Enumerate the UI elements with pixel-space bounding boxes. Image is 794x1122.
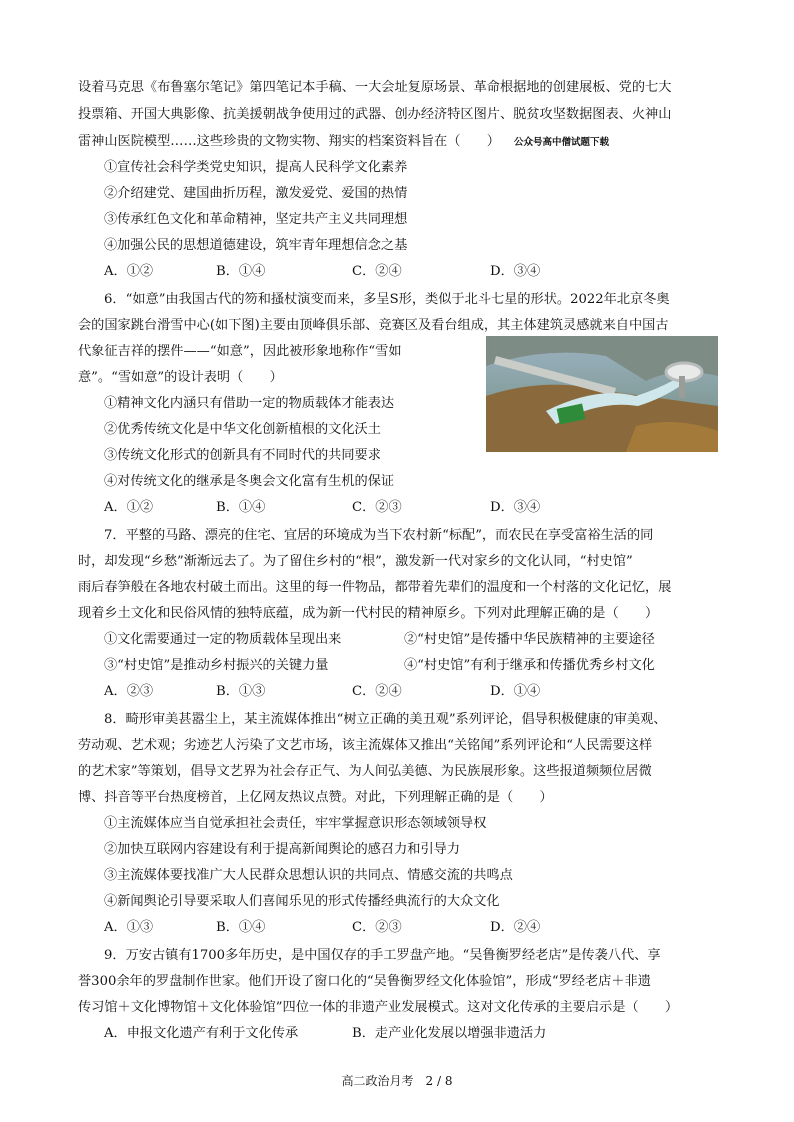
q6-line-2: 会的国家跳台滑雪中心(如下图)主要由顶峰俱乐部、竞赛区及看台组成，其主体建筑灵感就来自中国古	[78, 318, 669, 333]
q9-line-3: 传习馆＋文化博物馆＋文化体验馆”四位一体的非遗产业发展模式。这对文化传承的主要启示是（ ）	[78, 1000, 679, 1015]
q6-item-4: ④对传统文化的继承是冬奥会文化富有生机的保证	[104, 474, 395, 489]
q9-option-b: B．走产业化发展以增强非遗活力	[352, 1026, 547, 1041]
ski-jump-aerial-photo	[486, 336, 718, 452]
q8-line-1: 8．畸形审美甚嚣尘上，某主流媒体推出“树立正确的美丑观”系列评论，倡导积极健康的审美观、	[104, 712, 667, 727]
q5-item-4: ④加强公民的思想道德建设，筑牢青年理想信念之基	[104, 238, 408, 253]
q6-line-4: 意”。“雪如意”的设计表明（ ）	[78, 370, 283, 385]
q8-line-4: 博、抖音等平台热度榜首，上亿网友热议点赞。对此，下列理解正确的是（ ）	[78, 790, 553, 805]
q5-option-c: C．②④	[352, 264, 402, 279]
q6-option-a: A．①②	[104, 500, 154, 515]
q6-line-1: 6．“如意”由我国古代的笏和搔杖演变而来，多呈S形，类似于北斗七星的形状。2022年北京冬奥	[104, 292, 670, 307]
q5-line-3-text: 雷神山医院模型……这些珍贵的文物实物、翔实的档案资料旨在（ ）	[78, 134, 500, 149]
q8-item-4: ④新闻舆论引导要采取人们喜闻乐见的形式传播经典流行的大众文化	[104, 894, 500, 909]
q8-line-2: 劳动观、艺术观；劣迹艺人污染了文艺市场，该主流媒体又推出“关铭闻”系列评论和“人民需要这样	[78, 738, 653, 753]
q7-line-1: 7．平整的马路、漂亮的住宅、宜居的环境成为当下农村新“标配”，而农民在享受富裕生活的同	[104, 528, 654, 543]
q6-option-d: D．③④	[490, 500, 541, 515]
q7-line-2: 时，却发现“乡愁”渐渐远去了。为了留住乡村的“根”，激发新一代对家乡的文化认同，“村史馆”	[78, 554, 633, 569]
page-footer: 高二政治月考 2 / 8	[341, 1074, 453, 1088]
tower-support	[679, 376, 685, 398]
q5-option-a: A．①②	[104, 264, 154, 279]
q7-option-a: A．②③	[104, 684, 154, 699]
q7-option-d: D．①④	[490, 684, 541, 699]
q5-line-3	[78, 133, 718, 152]
q5-option-d: D．③④	[490, 264, 541, 279]
q8-option-c: C．②③	[352, 920, 402, 935]
q5-item-1: ①宣传社会科学类党史知识，提高人民科学文化素养	[104, 160, 408, 175]
q8-line-3: 的艺术家”等策划，倡导文艺界为社会存正气、为人间弘美德、为民族展形象。这些报道频频位居微	[78, 764, 652, 779]
q9-option-a: A．申报文化遗产有利于文化传承	[104, 1026, 299, 1041]
q7-option-c: C．②④	[352, 684, 402, 699]
q6-item-1: ①精神文化内涵只有借助一定的物质载体才能表达	[104, 396, 395, 411]
q6-item-3: ③传统文化形式的创新具有不同时代的共同要求	[104, 448, 381, 463]
q5-option-b: B．①④	[216, 264, 266, 279]
q6-option-c: C．②③	[352, 500, 402, 515]
q8-item-1: ①主流媒体应当自觉承担社会责任，牢牢掌握意识形态领域领导权	[104, 816, 487, 831]
q7-line-4: 现着乡土文化和民俗风情的独特底蕴，成为新一代村民的精神原乡。下列对此理解正确的是（ ）	[78, 606, 659, 621]
q5-item-2: ②介绍建党、建国曲折历程，激发爱党、爱国的热情	[104, 186, 408, 201]
q7-item-4: ④“村史馆”有利于继承和传播优秀乡村文化	[404, 658, 655, 673]
q5-line-2: 投票箱、开国大典影像、抗美援朝战争使用过的武器、创办经济特区图片、脱贫攻坚数据图表、火神山	[78, 107, 672, 122]
q8-option-a: A．①③	[104, 920, 154, 935]
q8-item-2: ②加快互联网内容建设有利于提高新闻舆论的感召力和引导力	[104, 842, 461, 857]
q9-line-2: 誉300余年的罗盘制作世家。他们开设了窗口化的“吴鲁衡罗经文化体验馆”，形成“罗经老店＋非遗	[78, 974, 651, 989]
q8-item-3: ③主流媒体要找准广大人民群众思想认识的共同点、情感交流的共鸣点	[104, 868, 513, 883]
q7-line-3: 雨后春笋般在各地农村破土而出。这里的每一件物品，都带着先辈们的温度和一个村落的文化记忆，展	[78, 580, 672, 595]
watermark-text: 公众号高中僧试题下载	[514, 137, 610, 148]
q5-line-1: 设着马克思《布鲁塞尔笔记》第四笔记本手稿、一大会址复原场景、革命根据地的创建展板、党的七大	[78, 80, 672, 95]
q6-option-b: B．①④	[216, 500, 266, 515]
q7-item-3: ③“村史馆”是推动乡村振兴的关键力量	[104, 658, 329, 673]
q6-item-2: ②优秀传统文化是中华文化创新植根的文化沃土	[104, 422, 381, 437]
q8-option-d: D．②④	[490, 920, 541, 935]
q5-item-3: ③传承红色文化和革命精神，坚定共产主义共同理想	[104, 212, 408, 227]
q6-line-3: 代象征吉祥的摆件——“如意”，因此被形象地称作“雪如	[78, 344, 402, 359]
q9-line-1: 9．万安古镇有1700多年历史，是中国仅存的手工罗盘产地。“吴鲁衡罗经老店”是传袭八代、享	[104, 948, 661, 963]
q7-item-1: ①文化需要通过一定的物质载体呈现出来	[104, 632, 342, 647]
q8-option-b: B．①④	[216, 920, 266, 935]
q7-item-2: ②“村史馆”是传播中华民族精神的主要途径	[404, 632, 655, 647]
q7-option-b: B．①③	[216, 684, 266, 699]
ski-jump-photo-illustration	[486, 336, 718, 452]
